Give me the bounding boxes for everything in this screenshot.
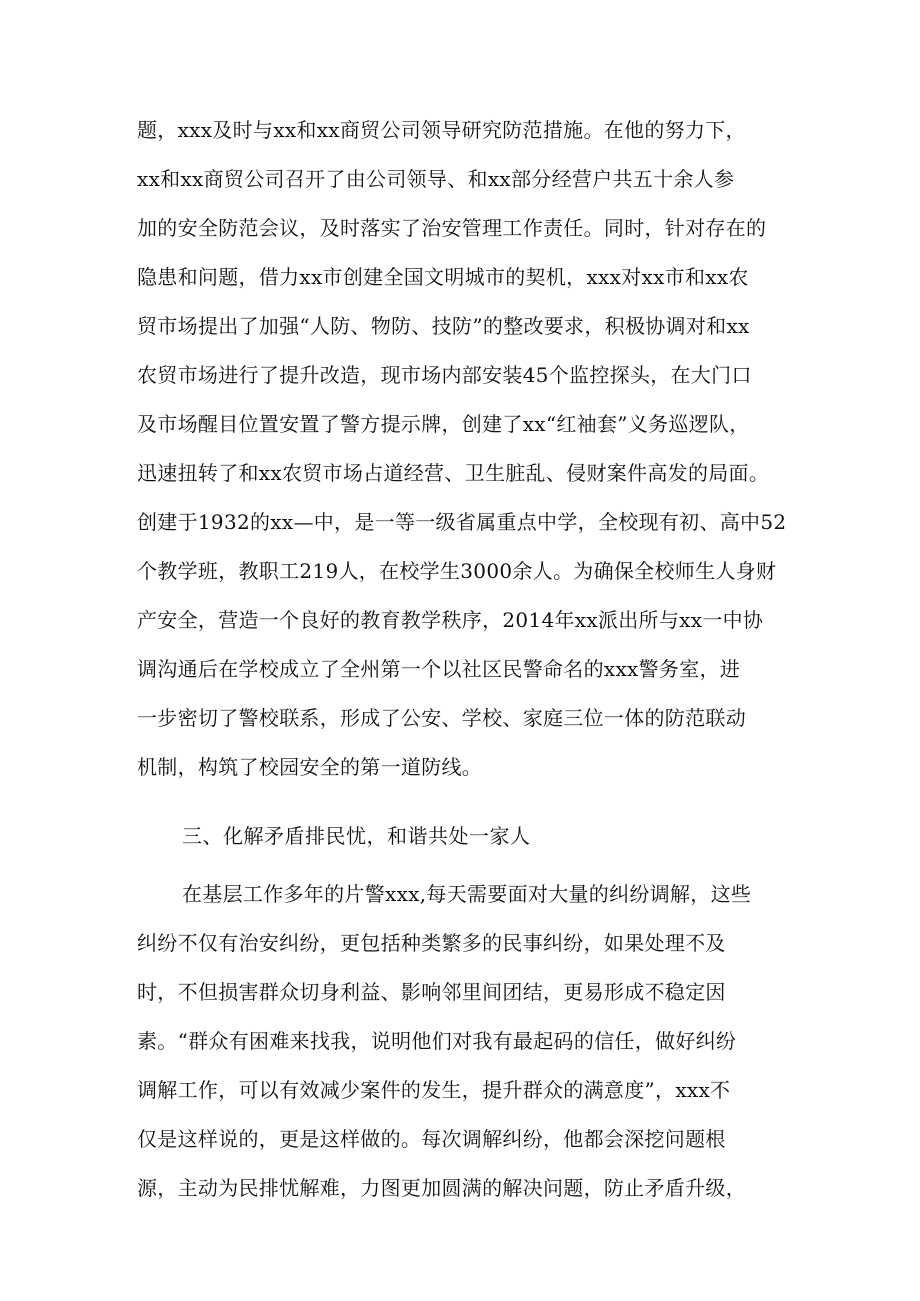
paragraph-1-line-9: 创建于1932的xx—中，是一等一级省属重点中学，全校现有初、高中52 <box>137 510 787 534</box>
paragraph-2-line-5: 调解工作，可以有效减少案件的发生，提升群众的满意度”，xxx不 <box>137 1078 731 1102</box>
paragraph-1-line-3: 加的安全防范会议，及时落实了治安管理工作责任。同时，针对存在的 <box>137 216 767 240</box>
paragraph-2-line-4: 素。“群众有困难来找我，说明他们对我有最起码的信任，做好纠纷 <box>137 1029 737 1053</box>
paragraph-1-line-13: 一步密切了警校联系，形成了公安、学校、家庭三位一体的防范联动 <box>137 706 746 730</box>
paragraph-1-line-12: 调沟通后在学校成立了全州第一个以社区民警命名的xxx警务室，进 <box>137 657 741 681</box>
paragraph-1-line-7: 及市场醒目位置安置了警方提示牌，创建了xx“红袖套”义务巡逻队， <box>137 412 750 436</box>
paragraph-1-line-2: xx和xx商贸公司召开了由公司领导、和xx部分经营户共五十余人参 <box>137 167 735 191</box>
paragraph-1-line-10: 个教学班，教职工219人，在校学生3000余人。为确保全校师生人身财 <box>137 559 777 583</box>
paragraph-1-line-6: 农贸市场进行了提升改造，现市场内部安装45个监控探头，在大门口 <box>137 363 752 387</box>
paragraph-2-line-7: 源，主动为民排忧解难，力图更加圆满的解决问题，防止矛盾升级， <box>137 1176 746 1200</box>
paragraph-2-line-1: 在基层工作多年的片警xxx,每天需要面对大量的纠纷调解，这些 <box>182 882 752 906</box>
paragraph-1-line-14: 机制，构筑了校园安全的第一道防线。 <box>137 755 483 779</box>
paragraph-2-line-6: 仅是这样说的，更是这样做的。每次调解纠纷，他都会深挖问题根 <box>137 1127 726 1151</box>
section-heading: 三、化解矛盾排民忧，和谐共处一家人 <box>182 824 531 848</box>
paragraph-1-line-4: 隐患和问题，借力xx市创建全国文明城市的契机，xxx对xx市和xx农 <box>137 265 749 289</box>
paragraph-1-line-5: 贸市场提出了加强“人防、物防、技防”的整改要求，积极协调对和xx <box>137 314 750 338</box>
paragraph-1-line-8: 迅速扭转了和xx农贸市场占道经营、卫生脏乱、侵财案件高发的局面。 <box>137 461 770 485</box>
paragraph-2-line-2: 纠纷不仅有治安纠纷，更包括种类繁多的民事纠纷，如果处理不及 <box>137 931 726 955</box>
paragraph-1-line-11: 产安全，营造一个良好的教育教学秩序，2014年xx派出所与xx一中协 <box>137 608 764 632</box>
paragraph-1-line-1: 题，xxx及时与xx和xx商贸公司领导研究防范措施。在他的努力下， <box>137 118 746 142</box>
paragraph-2-line-3: 时，不但损害群众切身利益、影响邻里间团结，更易形成不稳定因 <box>137 980 726 1004</box>
